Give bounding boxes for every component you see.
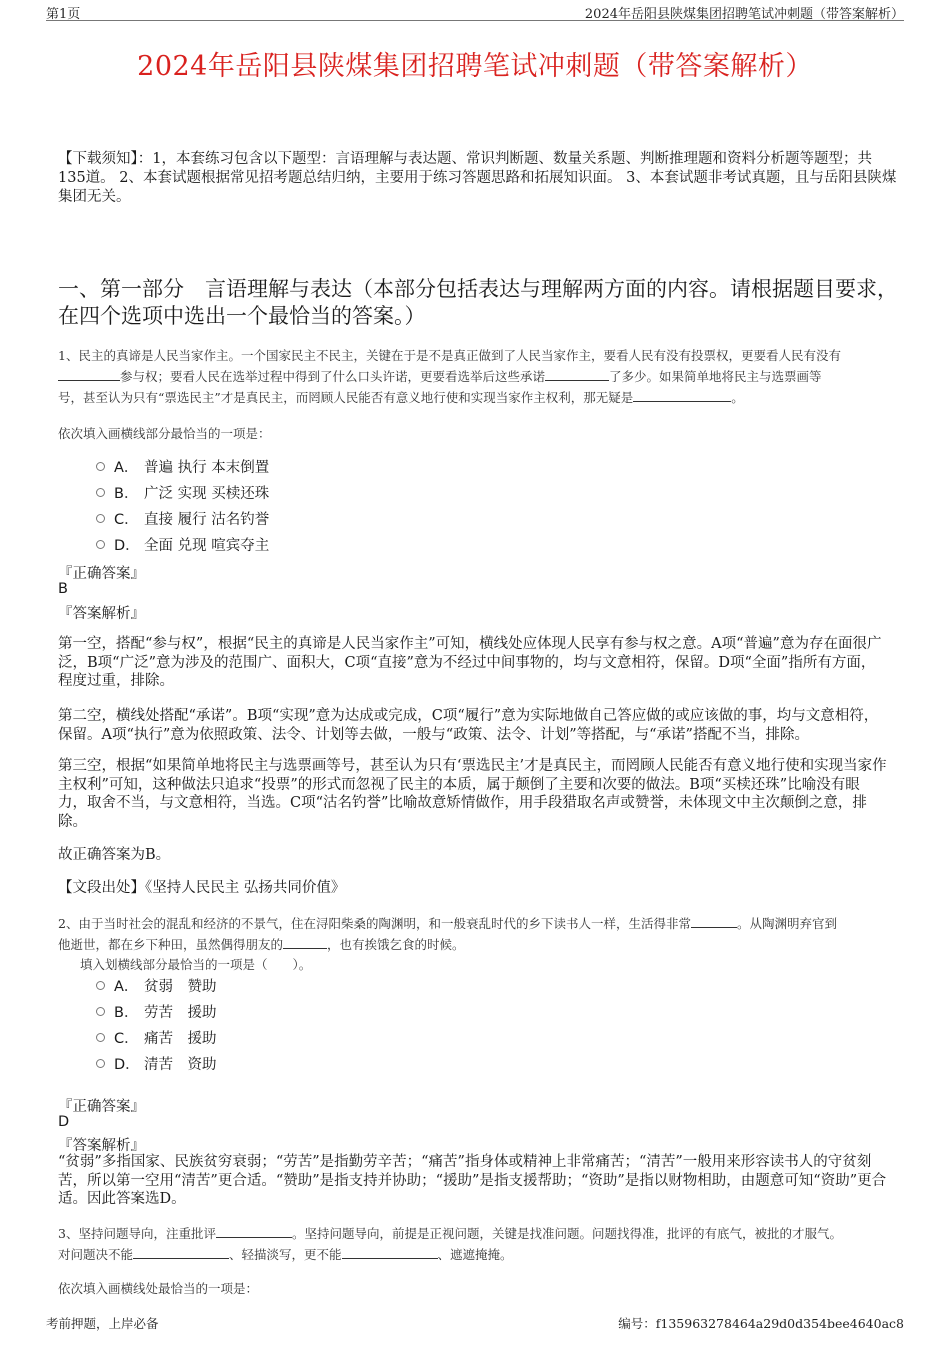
page-title: 2024年岳阳县陕煤集团招聘笔试冲刺题（带答案解析）	[137, 51, 813, 82]
question-1-stem: 1、民主的真谛是人民当家作主。一个国家民主不民主，关键在于是不是真正做到了人民当家作主，要看人民有没有投票权，更要看人民有没有 参与权；要看人民在选举过程中得到了什么口头许诺，更要看选举后这些承诺 了多少。如果简单地将民主与选票画等 号，甚至认为只有“票选民主”才是真民主，而罔顾人民能否有意义地行使和实现当家作主权利，那无疑是 。	[58, 348, 841, 405]
option-b[interactable]: B． 广泛 实现 买椟还珠	[96, 482, 269, 502]
footer-serial: 编号：f135963278464a29d0d354bee4640ac8	[618, 1316, 904, 1331]
answer-value: D	[58, 1114, 70, 1130]
blank-line	[633, 389, 731, 402]
blank-line	[216, 1225, 292, 1238]
answer-label: 『正确答案』	[58, 566, 145, 582]
header-doc-title: 2024年岳阳县陕煤集团招聘笔试冲刺题（带答案解析）	[584, 7, 904, 22]
analysis-paragraph: “贫弱”多指国家、民族贫穷衰弱；“劳苦”是指勤劳辛苦；“痛苦”指身体或精神上非常痛苦；“清苦”一般用来形容读书人的守贫刻苦，所以第一空用“清苦”更合适。“赞助”是指支持并协助；“援助”是指支援帮助；“资助”是指以财物相助，由题意可知“资助”更合适。因此答案选D。	[58, 1154, 887, 1207]
blank-line	[691, 915, 737, 928]
question-2-prompt: 填入划横线部分最恰当的一项是（ ）。	[80, 957, 312, 972]
section-heading: 一、第一部分 言语理解与表达（本部分包括表达与理解两方面的内容。请根据题目要求，在四个选项中选出一个最恰当的答案。）	[58, 277, 898, 328]
option-d[interactable]: D． 全面 兑现 喧宾夺主	[96, 534, 269, 554]
blank-line	[545, 368, 609, 381]
analysis-label: 『答案解析』	[58, 606, 145, 622]
answer-label: 『正确答案』	[58, 1099, 145, 1115]
analysis-paragraph: 第一空，搭配“参与权”，根据“民主的真谛是人民当家作主”可知，横线处应体现人民享有参与权之意。A项“普遍”意为存在面很广泛，B项“广泛”意为涉及的范围广、面积大，C项“直接”意为不经过中间事物的，均与文意相符，保留。D项“全面”指所有方面，程度过重，排除。	[58, 636, 882, 689]
analysis-label: 『答案解析』	[58, 1138, 145, 1154]
analysis-conclusion: 故正确答案为B。	[58, 847, 171, 863]
option-d[interactable]: D． 清苦 资助	[96, 1053, 217, 1073]
source-citation: 【文段出处】《坚持人民民主 弘扬共同价值》	[58, 880, 346, 896]
radio-icon[interactable]	[96, 1007, 105, 1016]
answer-value: B	[58, 581, 68, 597]
question-3-stem: 3、坚持问题导向，注重批评 。坚持问题导向，前提是正视问题，关键是找准问题。问题找得准，批评的有底气，被批的才服气。 对问题决不能 、轻描淡写，更不能 、遮遮掩掩。	[58, 1226, 842, 1262]
blank-line	[283, 936, 327, 949]
option-b[interactable]: B． 劳苦 援助	[96, 1001, 217, 1021]
option-a[interactable]: A． 普遍 执行 本末倒置	[96, 456, 269, 476]
download-notice: 【下载须知】：1，本套练习包含以下题型：言语理解与表达题、常识判断题、数量关系题、判断推理题和资料分析题等题型；共135道。 2、本套试题根据常见招考题总结归纳，主要用于练习答题思路和拓展知识面。 3、本套试题非考试真题，且与岳阳县陕煤集团无关。	[58, 151, 897, 205]
analysis-paragraph: 第二空，横线处搭配“承诺”。B项“实现”意为达成或完成，C项“履行”意为实际地做自己答应做的或应该做的事，均与文意相符，保留。A项“执行”意为依照政策、法令、计划等去做，一般与“政策、法令、计划”等搭配，与“承诺”搭配不当，排除。	[58, 708, 879, 743]
radio-icon[interactable]	[96, 540, 105, 549]
radio-icon[interactable]	[96, 1059, 105, 1068]
blank-line	[133, 1246, 229, 1259]
radio-icon[interactable]	[96, 462, 105, 471]
radio-icon[interactable]	[96, 488, 105, 497]
header-divider	[46, 20, 904, 21]
option-c[interactable]: C． 直接 履行 沽名钓誉	[96, 508, 269, 528]
analysis-paragraph: 第三空，根据“如果简单地将民主与选票画等号，甚至认为只有‘票选民主’才是真民主，而罔顾人民能否有意义地行使和实现当家作主权利”可知，这种做法只追求“投票”的形式而忽视了民主的本质，属于颠倒了主要和次要的做法。B项“买椟还珠”比喻没有眼力，取舍不当，与文意相符，当选。C项“沽名钓誉”比喻故意矫情做作，用手段猎取名声或赞誉，未体现文中主次颠倒之意，排除。	[58, 758, 887, 830]
blank-line	[342, 1246, 438, 1259]
radio-icon[interactable]	[96, 981, 105, 990]
question-2-stem: 2、由于当时社会的混乱和经济的不景气，住在浔阳柴桑的陶渊明，和一般衰乱时代的乡下读书人一样，生活得非常 。从陶渊明弃官到 他逝世，都在乡下种田，虽然偶得朋友的 ，也有挨饿乞食的时候。	[58, 916, 837, 952]
radio-icon[interactable]	[96, 514, 105, 523]
blank-line	[58, 368, 120, 381]
option-a[interactable]: A． 贫弱 赞助	[96, 975, 217, 995]
question-3-prompt: 依次填入画横线处最恰当的一项是：	[58, 1281, 259, 1296]
question-1-prompt: 依次填入画横线部分最恰当的一项是：	[58, 426, 271, 441]
footer-slogan: 考前押题，上岸必备	[46, 1316, 159, 1331]
option-c[interactable]: C． 痛苦 援助	[96, 1027, 217, 1047]
page-number: 第1页	[46, 7, 81, 22]
radio-icon[interactable]	[96, 1033, 105, 1042]
